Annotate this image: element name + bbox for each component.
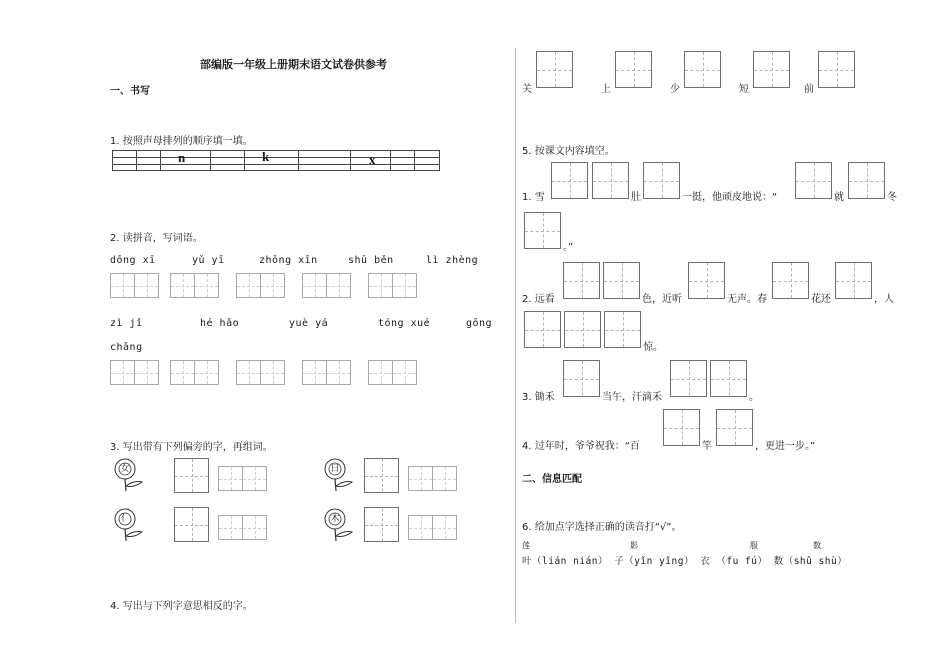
write-box[interactable] — [408, 466, 456, 491]
write-box[interactable] — [753, 51, 790, 88]
flower-icon — [112, 508, 146, 542]
opposite-word: 前 — [804, 84, 814, 95]
q5-l2-part2: 色，近听 — [642, 294, 682, 305]
section-writing: 一、书写 — [110, 86, 150, 97]
opposite-word: 少 — [670, 84, 680, 95]
radical-mu: 木 — [330, 514, 340, 524]
pinyin-3: zhōng xīn — [259, 255, 318, 266]
write-box[interactable] — [536, 51, 573, 88]
write-box[interactable] — [110, 360, 158, 385]
q5-l1-end: 。” — [563, 242, 574, 253]
write-box[interactable] — [170, 273, 218, 298]
radical-ren: 亻 — [120, 514, 130, 524]
pinyin-8: yuè yá — [289, 318, 329, 329]
write-box[interactable] — [710, 360, 747, 397]
page-title: 部编版一年级上册期末语文试卷供参考 — [200, 58, 387, 71]
q5-l1-part5: 冬 — [887, 192, 897, 203]
opposite-word: 关 — [522, 84, 532, 95]
pinyin-1: dōng xī — [110, 255, 156, 266]
radical-ri: 日 — [330, 464, 340, 474]
q1-prompt: 1. 按照声母排列的顺序填一填。 — [110, 136, 253, 147]
radical-nv: 女 — [120, 464, 130, 474]
pinyin-5: lì zhèng — [426, 255, 479, 266]
q5-l3-part1: 3. 锄禾 — [522, 392, 555, 403]
flower-icon — [112, 458, 146, 492]
write-box[interactable] — [835, 262, 872, 299]
flower-icon — [322, 508, 356, 542]
q5-l3-part2: 当午，汗滴禾 — [602, 392, 662, 403]
write-box[interactable] — [684, 51, 721, 88]
pinyin-4: shū běn — [348, 255, 394, 266]
write-box[interactable] — [218, 515, 266, 540]
dot-mark: 数 — [813, 541, 821, 550]
q5-l2-part5: ，人 — [874, 294, 894, 305]
q5-prompt: 5. 按课文内容填空。 — [522, 146, 615, 157]
pinyin-6: zì jǐ — [110, 318, 143, 329]
write-box[interactable] — [795, 162, 832, 199]
write-box[interactable] — [848, 162, 885, 199]
q3-prompt: 3. 写出带有下列偏旁的字，再组词。 — [110, 442, 273, 453]
write-box[interactable] — [643, 162, 680, 199]
write-box[interactable] — [772, 262, 809, 299]
q5-l4-part2: 竿 — [702, 441, 712, 452]
write-box[interactable] — [236, 360, 284, 385]
write-box[interactable] — [603, 262, 640, 299]
dot-mark: 影 — [630, 541, 638, 550]
write-box[interactable] — [170, 360, 218, 385]
letter-k: k — [262, 149, 270, 164]
pinyin-9: tóng xué — [378, 318, 431, 329]
write-box[interactable] — [364, 507, 399, 542]
q4-prompt: 4. 写出与下列字意思相反的字。 — [110, 601, 253, 612]
write-box[interactable] — [564, 311, 601, 348]
write-box[interactable] — [174, 458, 209, 493]
q5-l2-part1: 2. 远看 — [522, 294, 555, 305]
write-box[interactable] — [670, 360, 707, 397]
q5-l1-part1: 1. 雪 — [522, 192, 545, 203]
write-box[interactable] — [110, 273, 158, 298]
pinyin-7: hé hǎo — [200, 318, 240, 329]
pinyin-10b: chǎng — [110, 342, 143, 353]
write-box[interactable] — [236, 273, 284, 298]
write-box[interactable] — [368, 273, 416, 298]
write-box[interactable] — [688, 262, 725, 299]
write-box[interactable] — [563, 360, 600, 397]
q5-l1-part3: 一挺，他顽皮地说：“ — [682, 192, 778, 203]
pinyin-10a: gōng — [466, 318, 493, 329]
write-box[interactable] — [604, 311, 641, 348]
opposite-word: 上 — [601, 84, 611, 95]
write-box[interactable] — [302, 360, 350, 385]
write-box[interactable] — [218, 466, 266, 491]
write-box[interactable] — [302, 273, 350, 298]
write-box[interactable] — [563, 262, 600, 299]
dot-mark: 服 — [750, 541, 758, 550]
q5-l2-part3: 无声。春 — [727, 294, 767, 305]
write-box[interactable] — [551, 162, 588, 199]
write-box[interactable] — [368, 360, 416, 385]
q5-l3-end: 。 — [749, 392, 759, 403]
write-box[interactable] — [174, 507, 209, 542]
opposite-word: 短 — [739, 84, 749, 95]
q5-l4-part1: 4. 过年时，爷爷祝我：“百 — [522, 441, 640, 452]
dot-mark: 莲 — [522, 541, 530, 550]
q6-line: 叶（lián nián） 子（yǐn yǐng） 衣 （fu fú） 数（shǔ shù） — [522, 556, 848, 567]
write-box[interactable] — [716, 409, 753, 446]
letter-n: n — [178, 150, 186, 165]
write-box[interactable] — [408, 515, 456, 540]
write-box[interactable] — [524, 311, 561, 348]
write-box[interactable] — [663, 409, 700, 446]
write-box[interactable] — [592, 162, 629, 199]
q2-prompt: 2. 读拼音，写词语。 — [110, 233, 203, 244]
pinyin-2: yǔ yī — [192, 255, 225, 266]
q5-l1-part2: 肚 — [631, 192, 641, 203]
q5-l1-part4: 就 — [834, 192, 844, 203]
column-divider — [515, 48, 516, 623]
section-matching: 二、信息匹配 — [522, 474, 582, 485]
write-box[interactable] — [364, 458, 399, 493]
q5-l4-end: ，更进一步。” — [755, 441, 816, 452]
q5-l2-part4: 花还 — [811, 294, 831, 305]
write-box[interactable] — [524, 212, 561, 249]
four-line-staff — [112, 150, 440, 171]
q6-prompt: 6. 给加点字选择正确的读音打“√”。 — [522, 522, 682, 533]
q5-l2-end: 惊。 — [643, 342, 663, 353]
letter-x: x — [369, 152, 376, 167]
write-box[interactable] — [615, 51, 652, 88]
flower-icon — [322, 458, 356, 492]
write-box[interactable] — [818, 51, 855, 88]
